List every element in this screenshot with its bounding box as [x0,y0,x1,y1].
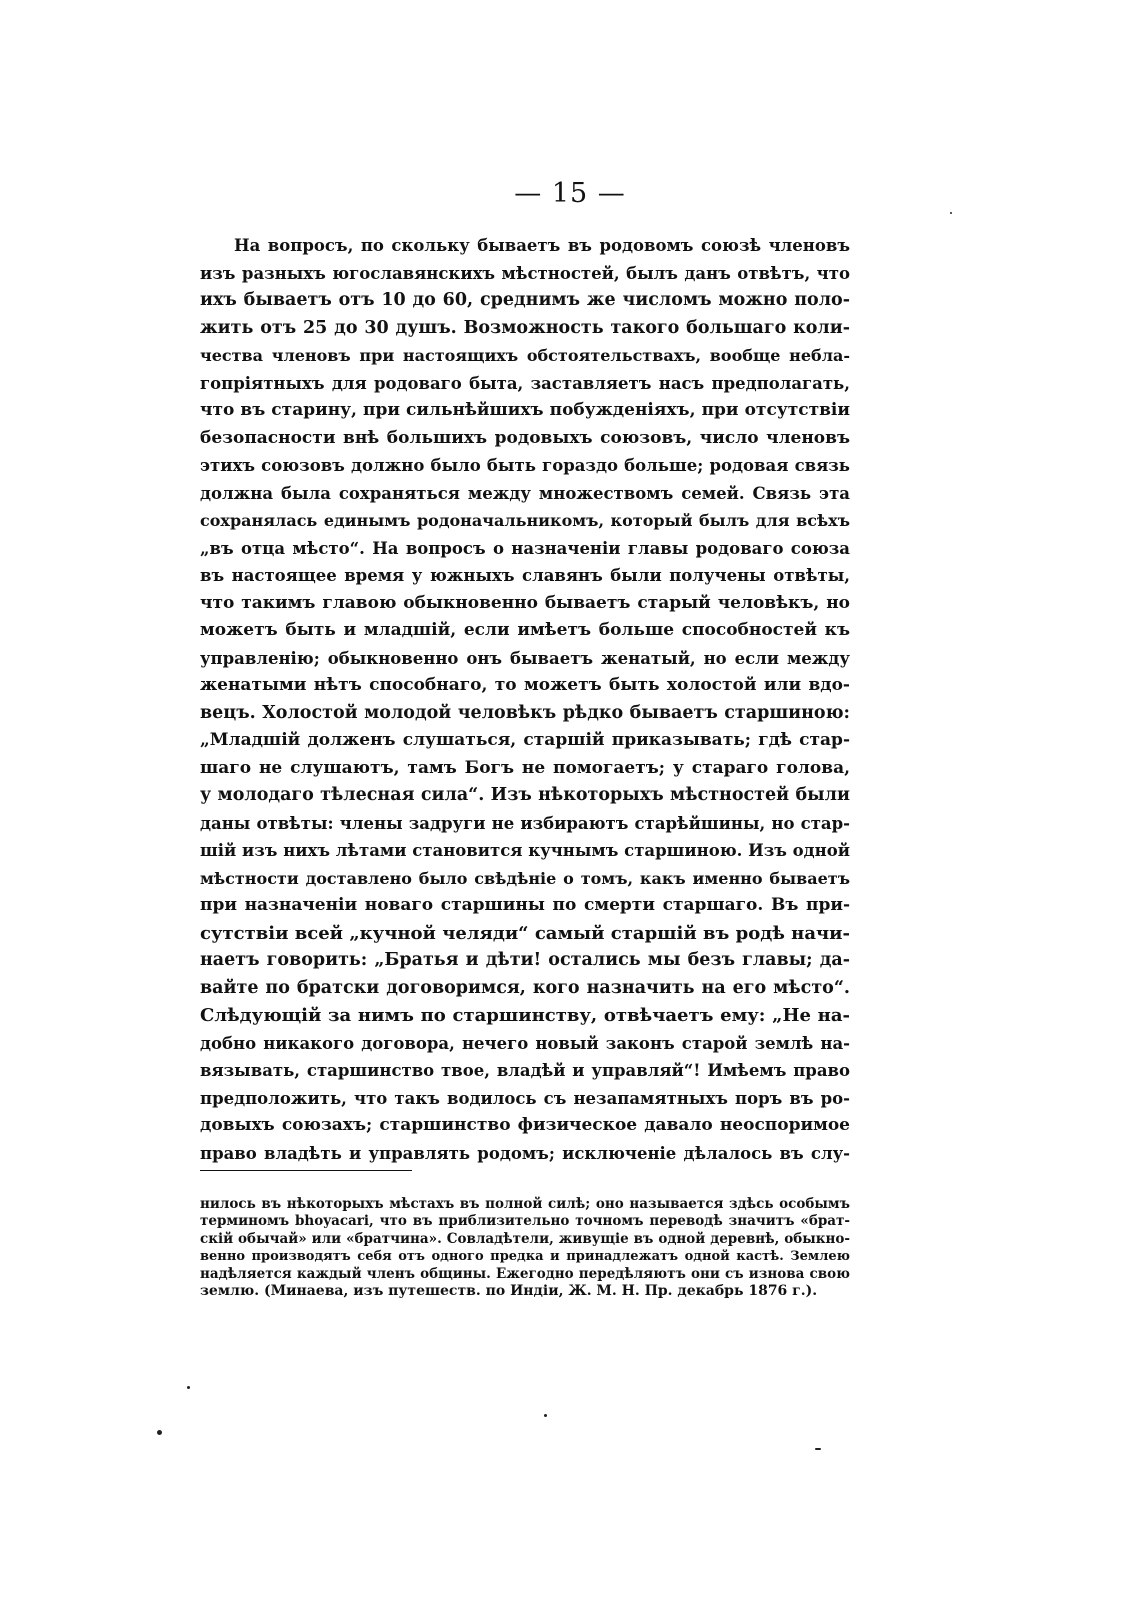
body-line: управленію; обыкновенно онъ бываетъ женатый, но если между [200,648,850,668]
body-line: женатыми нѣтъ способнаго, то можетъ быть холостой или вдо- [200,675,850,695]
footnote [200,1196,850,1300]
body-line: вайте по братски договоримся, кого назначить на его мѣсто“. [200,977,850,998]
body-line: мѣстности доставлено было свѣдѣніе о томъ, какъ именно бываетъ [200,868,850,888]
body-text [200,232,850,1167]
footnote-line: нилось въ нѣкоторыхъ мѣстахъ въ полной силѣ; оно называется здѣсь особымъ [200,1196,850,1212]
body-line: право владѣть и управлять родомъ; исключеніе дѣлалось въ слу- [200,1143,850,1163]
body-line: довыхъ союзахъ; старшинство физическое давало неоспоримое [200,1115,850,1135]
body-line: „въ отца мѣсто“. На вопросъ о назначеніи главы родоваго союза [200,538,850,558]
footnote-line: землю. (Минаева, изъ путешеств. по Индіи, Ж. М. Н. Пр. декабрь 1876 г.). [200,1282,818,1299]
footnote-divider [200,1170,412,1171]
body-line: даны отвѣты: члены задруги не избираютъ старѣйшины, но стар- [200,813,850,833]
body-line: вецъ. Холостой молодой человѣкъ рѣдко бываетъ старшиною: [200,702,850,723]
body-line: предположить, что такъ водилось съ незапамятныхъ поръ въ ро- [200,1088,850,1108]
body-line: „Младшій долженъ слушаться, старшій приказывать; гдѣ стар- [200,730,850,750]
body-line: Слѣдующій за нимъ по старшинству, отвѣчаетъ ему: „Не на- [200,1005,850,1026]
body-line: жить отъ 25 до 30 душъ. Возможность такого большаго коли- [200,317,850,338]
scan-speck [157,1430,162,1435]
body-line: сутствіи всей „кучной челяди“ самый старшій въ родѣ начи- [200,922,850,944]
body-line: у молодаго тѣлесная сила“. Изъ нѣкоторыхъ мѣстностей были [200,785,850,805]
scan-speck [950,212,952,214]
body-line: добно никакого договора, нечего новый законъ старой землѣ на- [200,1033,850,1053]
page-number: — 15 — [514,178,626,209]
body-line: вязывать, старшинство твое, владѣй и управляй“! Имѣемъ право [200,1061,850,1080]
body-line: наетъ говорить: „Братья и дѣти! остались мы безъ главы; да- [200,950,850,970]
body-line: при назначеніи новаго старшины по смерти старшаго. Въ при- [200,895,850,915]
body-line: чества членовъ при настоящихъ обстоятельствахъ, вообще небла- [200,346,850,365]
body-line: что такимъ главою обыкновенно бываетъ старый человѣкъ, но [200,592,850,613]
body-line: въ настоящее время у южныхъ славянъ были получены отвѣты, [200,566,850,585]
scan-speck [187,1386,190,1389]
body-line: На вопросъ, по скольку бываетъ въ родовомъ союзѣ членовъ [234,236,850,255]
body-line: шаго не слушаютъ, тамъ Богъ не помогаетъ; у стараго голова, [200,757,850,778]
body-line: сохранялась единымъ родоначальникомъ, который былъ для всѣхъ [200,511,850,530]
scan-speck [815,1448,821,1450]
body-line: что въ старину, при сильнѣйшихъ побужденіяхъ, при отсутствіи [200,400,850,420]
footnote-line: терминомъ bhoyacari, что въ приблизительно точномъ переводѣ значитъ «брат- [200,1213,850,1230]
scan-speck [544,1414,547,1417]
body-line: можетъ быть и младшій, если имѣетъ больше способностей къ [200,620,850,640]
body-line: должна была сохраняться между множествомъ семей. Связь эта [200,483,850,503]
body-line: гопріятныхъ для родоваго быта, заставляетъ насъ предполагать, [200,373,850,393]
body-line: шій изъ нихъ лѣтами становится кучнымъ старшиною. Изъ одной [200,841,850,860]
footnote-line: венно производятъ себя отъ одного предка и принадлежатъ одной кастѣ. Землею [200,1249,850,1265]
body-line: изъ разныхъ югославянскихъ мѣстностей, былъ данъ отвѣтъ, что [200,263,850,283]
footnote-line: надѣляется каждый членъ общины. Ежегодно передѣляютъ они съ изнова свою [200,1265,850,1282]
body-line: ихъ бываетъ отъ 10 до 60, среднимъ же числомъ можно поло- [200,290,850,310]
body-line: безопасности внѣ большихъ родовыхъ союзовъ, число членовъ [200,427,850,448]
footnote-line: скій обычай» или «братчина». Совладѣтели, живущіе въ одной деревнѣ, обыкно- [200,1230,850,1247]
body-line: этихъ союзовъ должно было быть гораздо больше; родовая связь [200,456,850,475]
